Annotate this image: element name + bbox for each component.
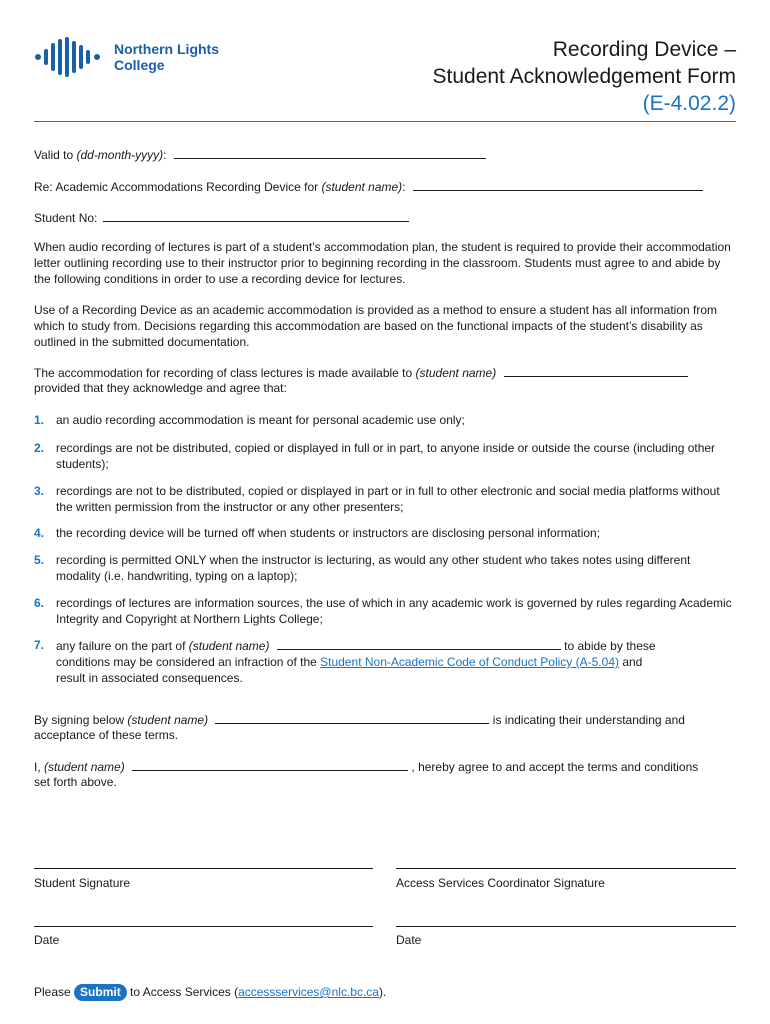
re-row bbox=[34, 178, 703, 195]
valid-to-row bbox=[34, 146, 486, 163]
item-text: recordings are not be distributed, copied or displayed in full or in part, to anyone inside or outside the course (including other students); bbox=[56, 441, 716, 471]
item-text: the recording device will be turned off when students or instructors are disclosing personal information; bbox=[56, 526, 601, 540]
signing-row bbox=[34, 711, 685, 728]
agreement-suffix: , hereby agree to and accept the terms and conditions bbox=[408, 760, 699, 774]
student-date-label: Date bbox=[34, 933, 60, 947]
re-label: Re: Academic Accommodations Recording Device for bbox=[34, 180, 322, 194]
student-no-label: Student No: bbox=[34, 211, 98, 225]
accommodation-student-name-hint: (student name) bbox=[415, 366, 497, 380]
submit-button[interactable]: Submit bbox=[74, 984, 127, 1001]
logo-mark-icon bbox=[34, 36, 106, 78]
intro-paragraph: When audio recording of lectures is part of a student’s accommodation plan, the student is required to provide their accommodation letter outlining recording use to their instructor prior to beginning recording in the classroom. Students must agree to and abide by the following conditions in order to use a recording device for lectures. bbox=[34, 240, 731, 286]
logo-line-2: College bbox=[114, 57, 165, 73]
item-7-line-1 bbox=[56, 637, 736, 654]
accommodation-student-name-field[interactable] bbox=[504, 364, 688, 377]
valid-to-label: Valid to bbox=[34, 148, 77, 162]
item-number: 7. bbox=[34, 638, 45, 652]
item-7-line-2-suffix: and bbox=[619, 655, 643, 669]
agreement-line-2: set forth above. bbox=[34, 775, 117, 789]
logo-line-1: Northern Lights bbox=[114, 41, 219, 57]
agreement-row bbox=[34, 758, 698, 775]
form-code: (E-4.02.2) bbox=[642, 92, 736, 115]
item-text: recording is permitted ONLY when the instructor is lecturing, as would any other student who takes notes using different modality (i.e. handwriting, typing on a laptop); bbox=[56, 553, 691, 583]
re-colon: : bbox=[402, 180, 406, 194]
accommodation-row bbox=[34, 364, 688, 381]
accommodation-line-2: provided that they acknowledge and agree that: bbox=[34, 381, 287, 395]
item-7-prefix: any failure on the part of bbox=[56, 639, 189, 653]
item-number: 6. bbox=[34, 596, 45, 610]
item-number: 3. bbox=[34, 484, 45, 498]
student-date-line[interactable] bbox=[34, 926, 373, 927]
header-divider bbox=[34, 121, 736, 122]
coordinator-date-label: Date bbox=[396, 933, 422, 947]
signing-line-2: acceptance of these terms. bbox=[34, 728, 179, 742]
email-link[interactable]: accessservices@nlc.bc.ca bbox=[238, 985, 379, 999]
agreement-student-name-hint: (student name) bbox=[44, 760, 125, 774]
purpose-paragraph: Use of a Recording Device as an academic accommodation is provided as a method to ensure a student has all information from which to study from. Decisions regarding this accommodation are based on the functional impacts of the student’s disability as outlined in the submitted documentation. bbox=[34, 303, 718, 349]
item-number: 4. bbox=[34, 526, 45, 540]
valid-to-format: (dd-month-yyyy) bbox=[76, 148, 164, 162]
item-text bbox=[56, 637, 736, 686]
re-student-name-hint: (student name) bbox=[321, 180, 403, 194]
item-7-line-2-prefix: conditions may be considered an infraction of the bbox=[56, 655, 321, 669]
submit-footer bbox=[34, 984, 386, 1001]
signing-prefix: By signing below bbox=[34, 713, 128, 727]
student-no-field[interactable] bbox=[103, 209, 409, 222]
valid-to-field[interactable] bbox=[174, 146, 486, 159]
footer-to: to Access Services ( bbox=[126, 985, 239, 999]
item-text: recordings of lectures are information sources, the use of which in any academic work is governed by rules regarding Academic Integrity and Copyright at Northern Lights College; bbox=[56, 596, 732, 626]
college-logo bbox=[34, 36, 219, 78]
coordinator-signature-line[interactable] bbox=[396, 868, 736, 869]
re-student-name-field[interactable] bbox=[413, 178, 703, 191]
item-number: 2. bbox=[34, 441, 45, 455]
item-number: 1. bbox=[34, 413, 45, 427]
signing-student-name-hint: (student name) bbox=[127, 713, 209, 727]
footer-please: Please bbox=[34, 985, 75, 999]
accommodation-prefix: The accommodation for recording of class lectures is made available to bbox=[34, 366, 416, 380]
item-7-student-name-hint: (student name) bbox=[188, 639, 270, 653]
coordinator-signature-label: Access Services Coordinator Signature bbox=[396, 876, 605, 890]
coordinator-date-line[interactable] bbox=[396, 926, 736, 927]
title-line-2: Student Acknowledgement Form bbox=[432, 65, 736, 88]
form-title bbox=[433, 36, 737, 117]
agreement-student-name-field[interactable] bbox=[132, 758, 408, 771]
valid-to-colon: : bbox=[163, 148, 167, 162]
conduct-policy-link[interactable]: Student Non-Academic Code of Conduct Policy (A-5.04) bbox=[320, 655, 619, 669]
signing-suffix: is indicating their understanding and bbox=[489, 713, 685, 727]
signing-student-name-field[interactable] bbox=[215, 711, 489, 724]
student-signature-line[interactable] bbox=[34, 868, 373, 869]
footer-close: ). bbox=[378, 985, 387, 999]
student-no-row bbox=[34, 209, 409, 226]
item-7-line-2 bbox=[56, 654, 736, 670]
logo-wordmark bbox=[114, 41, 219, 73]
item-text: recordings are not to be distributed, copied or displayed in part or in full to other electronic and social media platforms without the written permission from the instructor or any other presenters; bbox=[56, 484, 720, 514]
item-7-after-blank: to abide by these bbox=[560, 639, 656, 653]
agreement-prefix: I, bbox=[34, 760, 45, 774]
item-7-student-name-field[interactable] bbox=[277, 637, 561, 650]
item-7-line-3: result in associated consequences. bbox=[56, 671, 243, 685]
student-signature-label: Student Signature bbox=[34, 876, 131, 890]
title-line-1: Recording Device – bbox=[552, 38, 736, 61]
item-number: 5. bbox=[34, 553, 45, 567]
item-text: an audio recording accommodation is meant for personal academic use only; bbox=[56, 413, 465, 427]
